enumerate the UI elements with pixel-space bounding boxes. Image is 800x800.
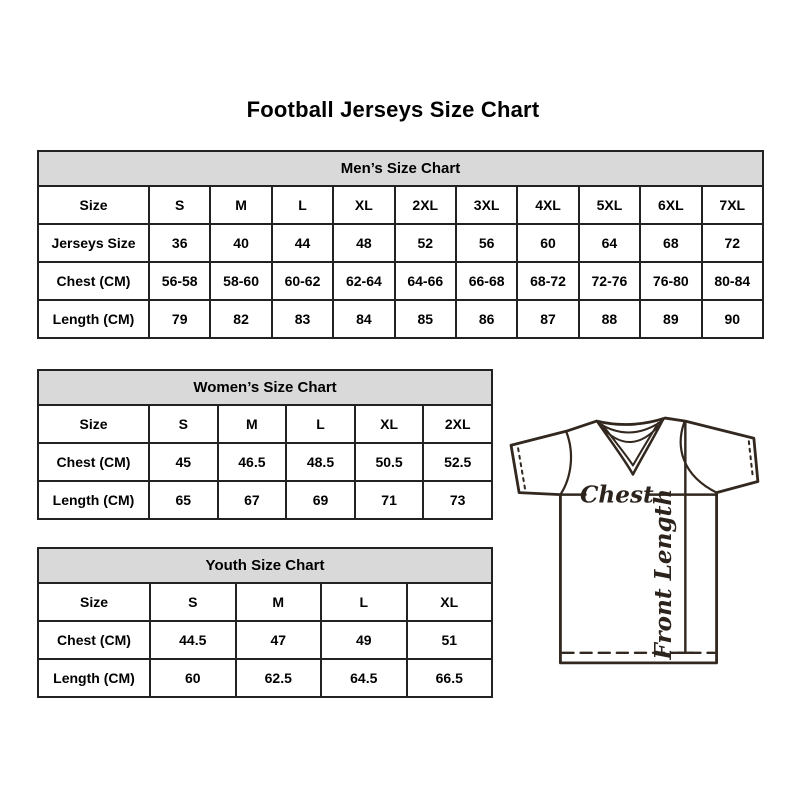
- table-section-header-row: [38, 370, 492, 405]
- table-cell: 60: [517, 224, 578, 262]
- table-cell: 90: [702, 300, 763, 338]
- youth-size-chart-table: [37, 547, 493, 698]
- table-cell: 89: [640, 300, 701, 338]
- table-cell: 58-60: [210, 262, 271, 300]
- table-cell: 56-58: [149, 262, 210, 300]
- table-cell: 47: [236, 621, 322, 659]
- table-cell: 87: [517, 300, 578, 338]
- table-cell: 7XL: [702, 186, 763, 224]
- table-cell: 67: [218, 481, 287, 519]
- table-row: [38, 300, 763, 338]
- table-cell: 76-80: [640, 262, 701, 300]
- womens-section-header: Women’s Size Chart: [38, 370, 492, 405]
- table-cell: 72: [702, 224, 763, 262]
- table-cell: 66-68: [456, 262, 517, 300]
- table-row: [38, 224, 763, 262]
- table-cell: 2XL: [395, 186, 456, 224]
- table-cell: 60: [150, 659, 236, 697]
- table-cell: 60-62: [272, 262, 333, 300]
- table-cell: 56: [456, 224, 517, 262]
- table-cell: 4XL: [517, 186, 578, 224]
- row-label-cell: Size: [38, 583, 150, 621]
- table-cell: 40: [210, 224, 271, 262]
- row-label-cell: Jerseys Size: [38, 224, 149, 262]
- table-cell: L: [286, 405, 355, 443]
- table-row: [38, 443, 492, 481]
- table-cell: 50.5: [355, 443, 424, 481]
- table-cell: XL: [407, 583, 493, 621]
- womens-size-chart-table: [37, 369, 493, 520]
- table-cell: 52: [395, 224, 456, 262]
- table-cell: 36: [149, 224, 210, 262]
- table-cell: XL: [355, 405, 424, 443]
- table-cell: 72-76: [579, 262, 640, 300]
- table-cell: 51: [407, 621, 493, 659]
- table-cell: 64.5: [321, 659, 407, 697]
- table-cell: 86: [456, 300, 517, 338]
- table-cell: 65: [149, 481, 218, 519]
- youth-section-header: Youth Size Chart: [38, 548, 492, 583]
- mens-size-chart-table: [37, 150, 764, 339]
- table-cell: 64: [579, 224, 640, 262]
- chest-label: Chest: [579, 481, 654, 509]
- table-cell: 83: [272, 300, 333, 338]
- table-cell: 5XL: [579, 186, 640, 224]
- table-cell: 6XL: [640, 186, 701, 224]
- table-cell: 3XL: [456, 186, 517, 224]
- table-cell: 71: [355, 481, 424, 519]
- table-cell: 48.5: [286, 443, 355, 481]
- table-cell: 49: [321, 621, 407, 659]
- table-cell: S: [149, 186, 210, 224]
- page-title: Football Jerseys Size Chart: [246, 97, 540, 122]
- table-cell: 79: [149, 300, 210, 338]
- table-cell: XL: [333, 186, 394, 224]
- table-cell: 44: [272, 224, 333, 262]
- table-cell: 69: [286, 481, 355, 519]
- front-length-label: Front Length: [650, 488, 678, 660]
- row-label-cell: Length (CM): [38, 659, 150, 697]
- table-cell: 62-64: [333, 262, 394, 300]
- table-cell: 62.5: [236, 659, 322, 697]
- table-cell: M: [236, 583, 322, 621]
- table-cell: 46.5: [218, 443, 287, 481]
- table-cell: 73: [423, 481, 492, 519]
- jersey-icon: [504, 413, 774, 673]
- table-row: [38, 659, 492, 697]
- table-cell: 85: [395, 300, 456, 338]
- table-cell: L: [321, 583, 407, 621]
- table-cell: 2XL: [423, 405, 492, 443]
- table-cell: 66.5: [407, 659, 493, 697]
- table-cell: M: [210, 186, 271, 224]
- table-cell: 64-66: [395, 262, 456, 300]
- table-cell: 68-72: [517, 262, 578, 300]
- mens-section-header: Men’s Size Chart: [38, 151, 763, 186]
- row-label-cell: Chest (CM): [38, 621, 150, 659]
- table-cell: 68: [640, 224, 701, 262]
- table-section-header-row: [38, 151, 763, 186]
- table-section-header-row: [38, 548, 492, 583]
- table-row: [38, 621, 492, 659]
- table-cell: 44.5: [150, 621, 236, 659]
- table-cell: 80-84: [702, 262, 763, 300]
- table-row: [38, 405, 492, 443]
- row-label-cell: Size: [38, 186, 149, 224]
- table-cell: L: [272, 186, 333, 224]
- table-row: [38, 481, 492, 519]
- table-cell: M: [218, 405, 287, 443]
- row-label-cell: Size: [38, 405, 149, 443]
- row-label-cell: Chest (CM): [38, 443, 149, 481]
- table-row: [38, 583, 492, 621]
- table-cell: 82: [210, 300, 271, 338]
- table-cell: S: [150, 583, 236, 621]
- table-cell: 48: [333, 224, 394, 262]
- table-cell: 45: [149, 443, 218, 481]
- table-row: [38, 186, 763, 224]
- table-cell: 84: [333, 300, 394, 338]
- table-cell: 88: [579, 300, 640, 338]
- table-row: [38, 262, 763, 300]
- row-label-cell: Length (CM): [38, 300, 149, 338]
- table-cell: S: [149, 405, 218, 443]
- row-label-cell: Chest (CM): [38, 262, 149, 300]
- table-cell: 52.5: [423, 443, 492, 481]
- jersey-measurement-diagram: [504, 413, 774, 673]
- row-label-cell: Length (CM): [38, 481, 149, 519]
